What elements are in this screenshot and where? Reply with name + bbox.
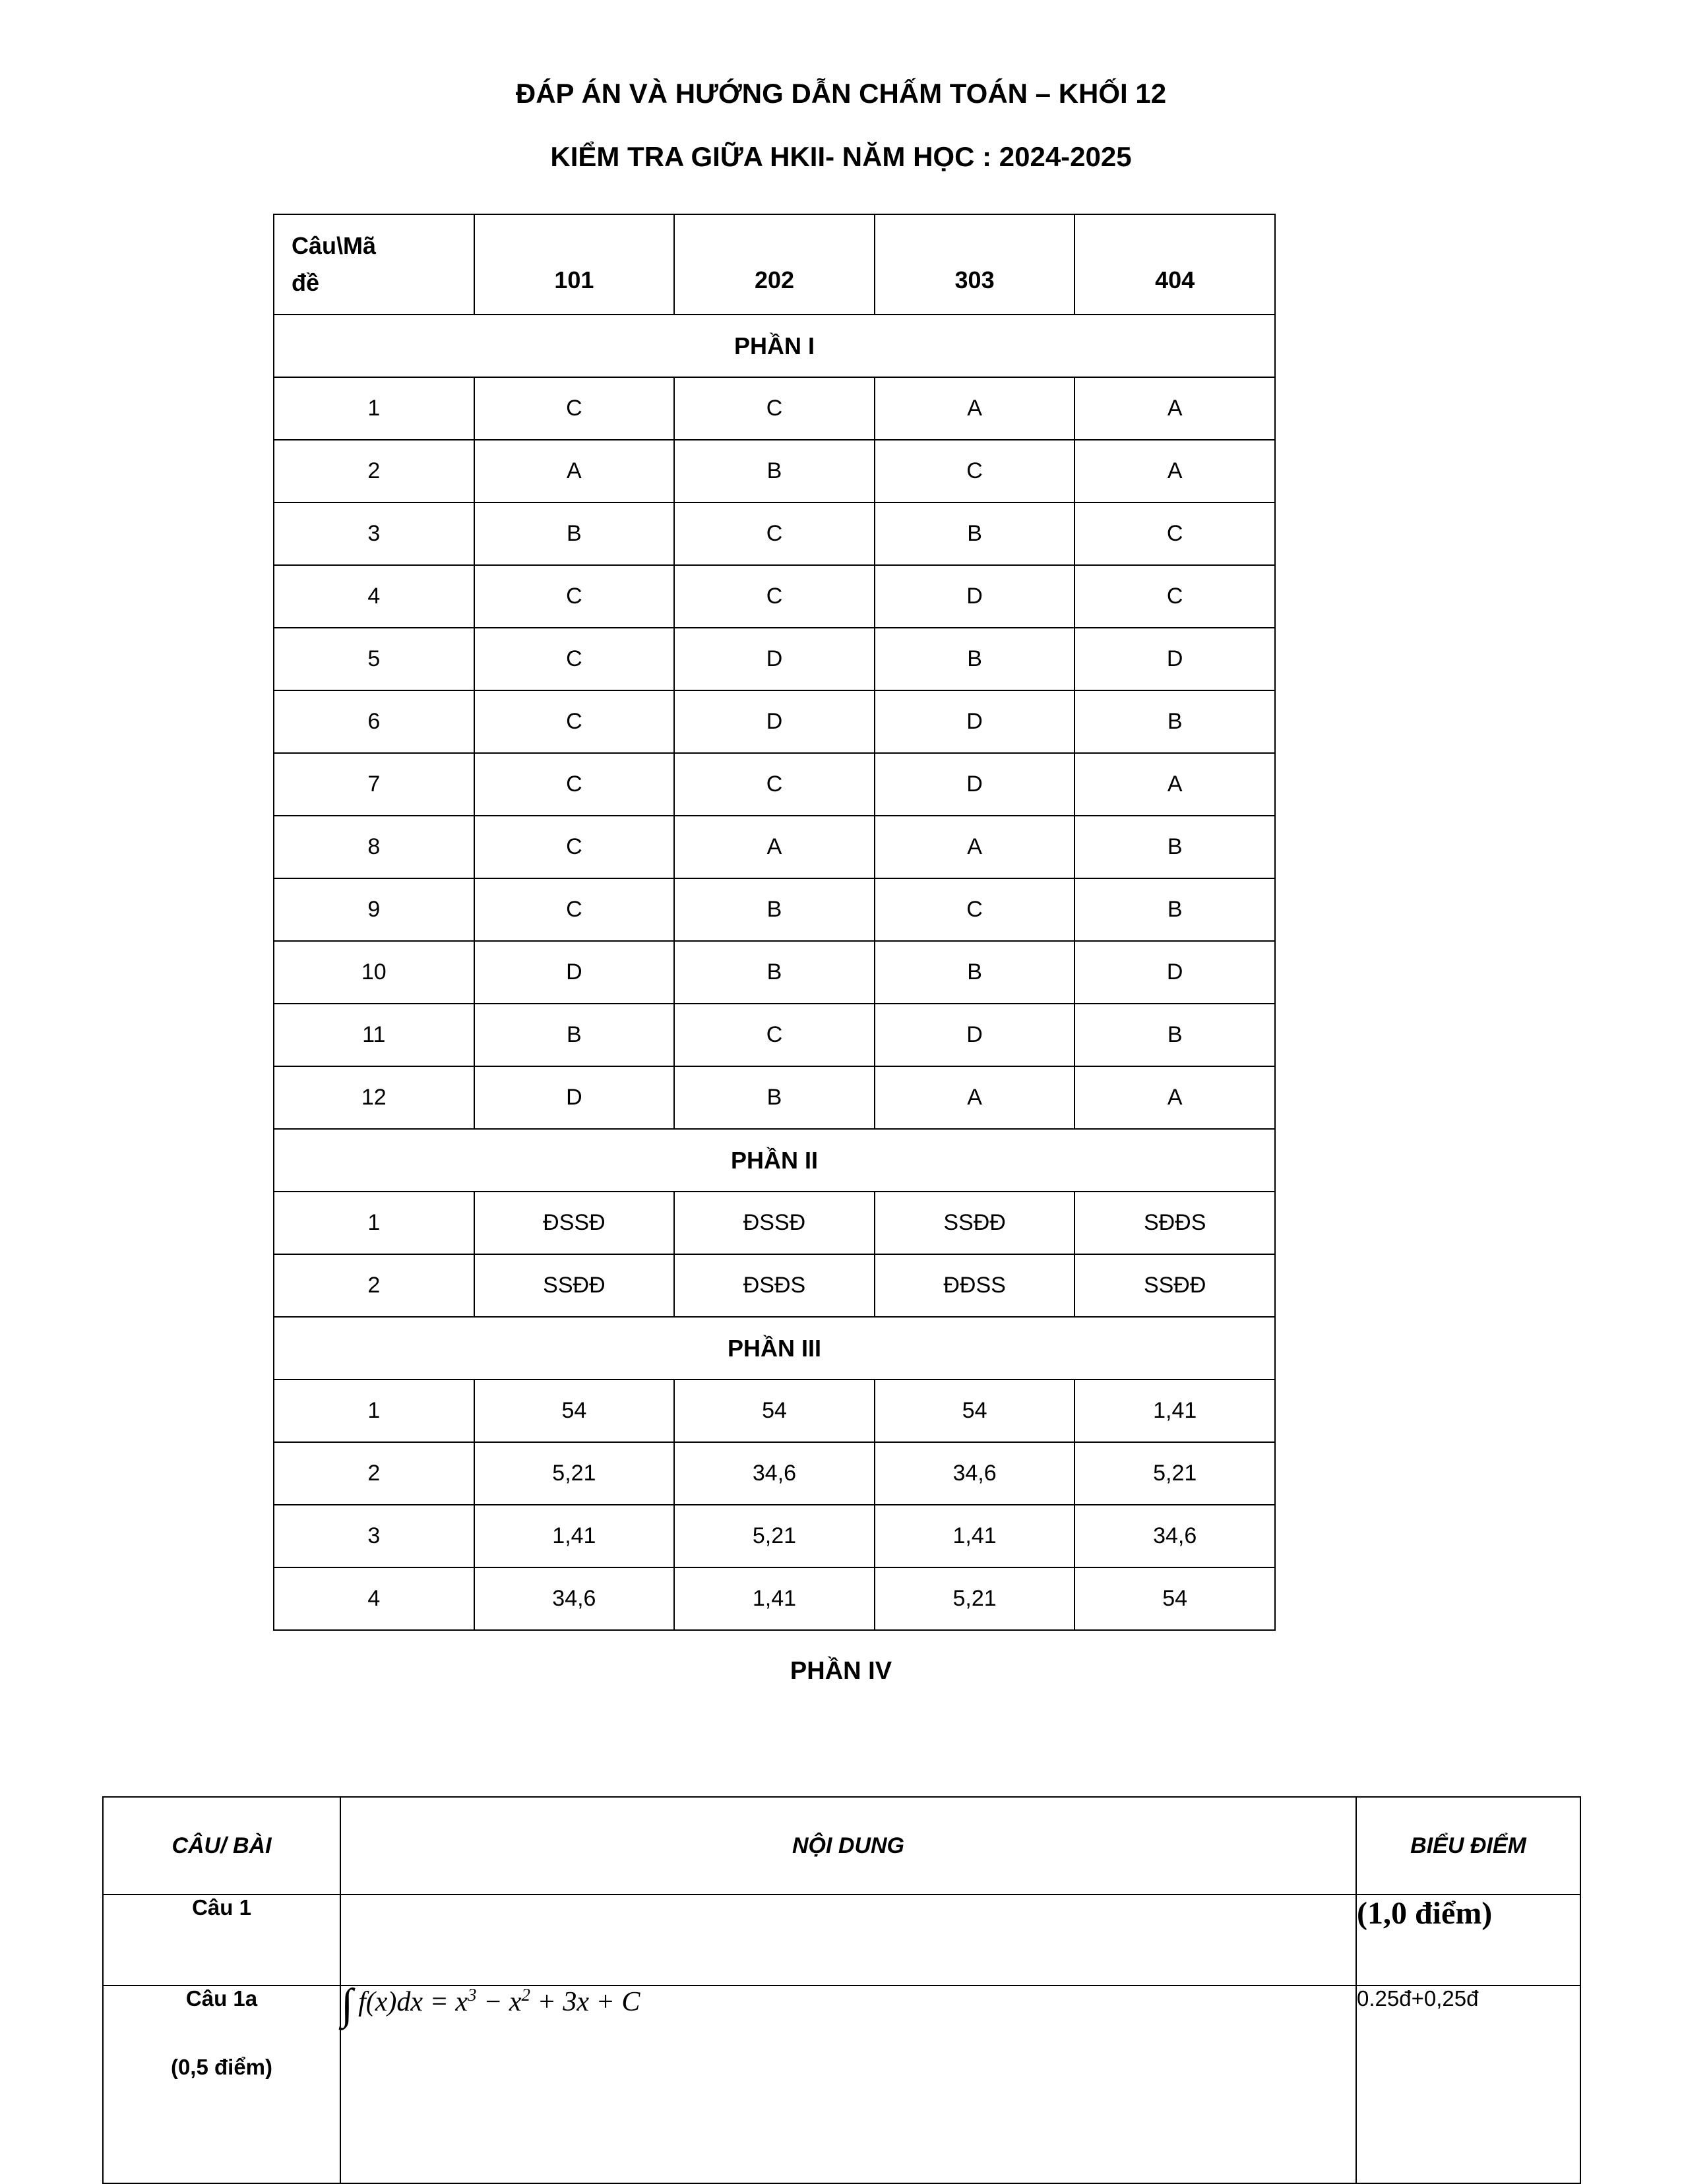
answer-cell: B <box>674 1066 875 1129</box>
answer-cell: C <box>674 753 875 816</box>
answer-cell: 5,21 <box>474 1442 675 1505</box>
question-number: 1 <box>274 1380 474 1442</box>
cau1-content <box>340 1895 1356 1986</box>
answer-cell: C <box>674 502 875 565</box>
answer-cell: A <box>1075 753 1275 816</box>
answer-row <box>274 690 1275 753</box>
answer-cell: B <box>1075 1004 1275 1066</box>
answer-row <box>274 941 1275 1004</box>
answer-cell: 54 <box>674 1380 875 1442</box>
answer-cell: D <box>674 628 875 690</box>
answer-cell: 54 <box>1075 1567 1275 1630</box>
cau1a-label-line1: Câu 1a <box>185 1986 258 2011</box>
corner-header <box>274 214 474 315</box>
answer-cell: C <box>474 878 675 941</box>
answer-cell: SSĐĐ <box>474 1254 675 1317</box>
cau1-label: Câu 1 <box>103 1895 340 1986</box>
answer-cell: C <box>474 753 675 816</box>
grading-header-noi-dung: NỘI DUNG <box>340 1797 1356 1895</box>
page-title: ĐÁP ÁN VÀ HƯỚNG DẪN CHẤM TOÁN – KHỐI 12 <box>515 78 1167 109</box>
answer-row <box>274 753 1275 816</box>
question-number: 6 <box>274 690 474 753</box>
formula-part3: + 3x + C <box>530 1987 640 2017</box>
section-header: PHẦN III <box>274 1317 1275 1380</box>
answer-cell: A <box>875 377 1075 440</box>
answer-cell: B <box>1075 878 1275 941</box>
answer-cell: ĐSSĐ <box>674 1192 875 1254</box>
answer-cell: SSĐĐ <box>1075 1254 1275 1317</box>
answer-row <box>274 1567 1275 1630</box>
answer-cell: C <box>875 878 1075 941</box>
question-number: 3 <box>274 1505 474 1567</box>
answer-cell: A <box>674 816 875 878</box>
answer-cell: 54 <box>474 1380 675 1442</box>
answer-cell: A <box>474 440 675 502</box>
section-header-row <box>274 1317 1275 1380</box>
answer-cell: 5,21 <box>1075 1442 1275 1505</box>
answer-cell: B <box>474 1004 675 1066</box>
question-number: 2 <box>274 1254 474 1317</box>
answer-row <box>274 1066 1275 1129</box>
answer-cell: C <box>474 565 675 628</box>
answer-cell: ĐSĐS <box>674 1254 875 1317</box>
answer-cell: B <box>474 502 675 565</box>
answer-cell: ĐĐSS <box>875 1254 1075 1317</box>
answer-cell: B <box>674 941 875 1004</box>
exam-code-header: 202 <box>674 214 875 315</box>
answer-cell: D <box>674 690 875 753</box>
question-number: 8 <box>274 816 474 878</box>
answer-cell: A <box>875 1066 1075 1129</box>
answer-row <box>274 1380 1275 1442</box>
page-subtitle: KIỂM TRA GIỮA HKII- NĂM HỌC : 2024-2025 <box>550 141 1132 172</box>
answer-cell: 34,6 <box>875 1442 1075 1505</box>
grading-header-bieu-diem: BIỂU ĐIỂM <box>1356 1797 1580 1895</box>
answer-cell: D <box>875 753 1075 816</box>
formula-exponent-2: 2 <box>521 1985 530 2005</box>
question-number: 4 <box>274 1567 474 1630</box>
answer-row <box>274 565 1275 628</box>
cau1a-label-line2: (0,5 điểm) <box>170 2055 273 2079</box>
answer-cell: C <box>1075 502 1275 565</box>
question-number: 1 <box>274 1192 474 1254</box>
answer-row <box>274 1004 1275 1066</box>
integral-sign: ∫ <box>341 1980 354 2028</box>
corner-header-line2: đề <box>292 269 320 296</box>
answer-cell: SĐĐS <box>1075 1192 1275 1254</box>
answer-key-table <box>273 214 1276 1631</box>
question-number: 11 <box>274 1004 474 1066</box>
answer-cell: A <box>1075 377 1275 440</box>
answer-cell: D <box>1075 941 1275 1004</box>
question-number: 3 <box>274 502 474 565</box>
question-number: 9 <box>274 878 474 941</box>
section-header-row <box>274 315 1275 377</box>
answer-cell: 1,41 <box>875 1505 1075 1567</box>
answer-cell: A <box>875 816 1075 878</box>
answer-cell: C <box>674 1004 875 1066</box>
answer-cell: C <box>875 440 1075 502</box>
exam-code-header: 101 <box>474 214 675 315</box>
formula-exponent-3: 3 <box>468 1985 477 2005</box>
answer-cell: C <box>474 690 675 753</box>
answer-table-body <box>274 315 1275 1630</box>
answer-row <box>274 878 1275 941</box>
answer-cell: B <box>875 502 1075 565</box>
answer-cell: B <box>674 440 875 502</box>
grading-row-cau1 <box>103 1895 1580 1986</box>
section-header-row <box>274 1129 1275 1192</box>
answer-cell: 34,6 <box>474 1567 675 1630</box>
answer-cell: B <box>875 628 1075 690</box>
answer-cell: A <box>1075 440 1275 502</box>
answer-cell: B <box>875 941 1075 1004</box>
grading-header-cau-bai: CÂU/ BÀI <box>103 1797 340 1895</box>
answer-table-header-row <box>274 214 1275 315</box>
answer-cell: C <box>674 377 875 440</box>
exam-code-header: 303 <box>875 214 1075 315</box>
answer-cell: B <box>1075 816 1275 878</box>
cau1-score: (1,0 điểm) <box>1356 1895 1580 1986</box>
question-number: 12 <box>274 1066 474 1129</box>
answer-cell: B <box>674 878 875 941</box>
cau1a-label <box>103 1986 340 2183</box>
grading-table-header-row <box>103 1797 1580 1895</box>
question-number: 5 <box>274 628 474 690</box>
answer-row <box>274 377 1275 440</box>
cau1a-content <box>340 1980 1356 2183</box>
question-number: 2 <box>274 1442 474 1505</box>
answer-row <box>274 1505 1275 1567</box>
answer-row <box>274 1442 1275 1505</box>
answer-row <box>274 440 1275 502</box>
answer-row <box>274 628 1275 690</box>
answer-cell: ĐSSĐ <box>474 1192 675 1254</box>
question-number: 7 <box>274 753 474 816</box>
formula-part2: − x <box>476 1987 522 2017</box>
part4-heading: PHẦN IV <box>790 1657 892 1685</box>
answer-cell: 1,41 <box>474 1505 675 1567</box>
answer-row <box>274 1254 1275 1317</box>
integral-formula <box>341 1980 640 2028</box>
answer-row <box>274 502 1275 565</box>
question-number: 4 <box>274 565 474 628</box>
corner-header-line1: Câu\Mã <box>292 232 377 260</box>
answer-cell: 5,21 <box>875 1567 1075 1630</box>
answer-cell: A <box>1075 1066 1275 1129</box>
answer-cell: C <box>474 628 675 690</box>
grading-row-cau1a <box>103 1986 1580 2183</box>
answer-cell: D <box>875 1004 1075 1066</box>
section-header: PHẦN I <box>274 315 1275 377</box>
formula-part1: f(x)dx = x <box>358 1987 468 2017</box>
answer-cell: 1,41 <box>1075 1380 1275 1442</box>
answer-cell: C <box>474 816 675 878</box>
answer-cell: 5,21 <box>674 1505 875 1567</box>
answer-cell: D <box>875 690 1075 753</box>
answer-cell: C <box>474 377 675 440</box>
answer-cell: C <box>1075 565 1275 628</box>
grading-table <box>102 1796 1581 2184</box>
answer-cell: D <box>474 1066 675 1129</box>
answer-cell: C <box>674 565 875 628</box>
answer-cell: SSĐĐ <box>875 1192 1075 1254</box>
answer-cell: D <box>474 941 675 1004</box>
exam-code-header: 404 <box>1075 214 1275 315</box>
answer-cell: D <box>875 565 1075 628</box>
answer-cell: 34,6 <box>674 1442 875 1505</box>
question-number: 2 <box>274 440 474 502</box>
answer-cell: B <box>1075 690 1275 753</box>
answer-row <box>274 1192 1275 1254</box>
cau1a-score: 0.25đ+0,25đ <box>1356 1986 1580 2183</box>
answer-row <box>274 816 1275 878</box>
section-header: PHẦN II <box>274 1129 1275 1192</box>
answer-cell: 34,6 <box>1075 1505 1275 1567</box>
question-number: 10 <box>274 941 474 1004</box>
answer-cell: D <box>1075 628 1275 690</box>
answer-cell: 54 <box>875 1380 1075 1442</box>
answer-cell: 1,41 <box>674 1567 875 1630</box>
question-number: 1 <box>274 377 474 440</box>
